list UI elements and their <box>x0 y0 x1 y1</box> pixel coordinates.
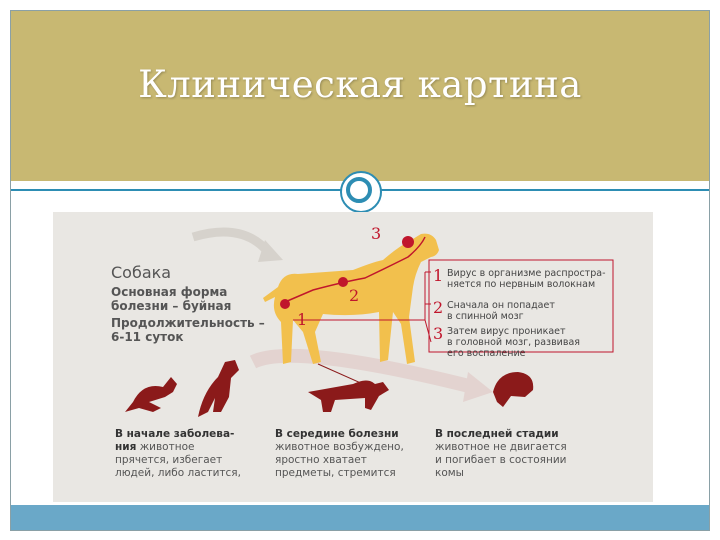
stage-1-line2: животное <box>136 441 195 453</box>
slide-header <box>11 11 709 181</box>
dog-marker-3: 3 <box>371 224 382 243</box>
stage-3-text <box>435 428 567 480</box>
stage-3-line4: комы <box>435 467 464 479</box>
stage-2-line3: яростно хватает <box>275 454 367 466</box>
marker-body <box>338 277 348 287</box>
step-2-line2: в спинной мозг <box>447 311 524 322</box>
rabies-infographic <box>53 212 653 502</box>
stage-1-text <box>115 428 241 480</box>
stage-1-line3: прячется, избегает <box>115 454 223 466</box>
stage-1-heading: В начале заболева- <box>115 428 235 440</box>
duration-line2: 6-11 суток <box>111 330 184 344</box>
duration-line1: Продолжительность – <box>111 316 265 330</box>
step-1-line2: няется по нервным волокнам <box>447 279 596 290</box>
stage-2-text <box>275 428 404 480</box>
stage-2-line2: животное возбуждено, <box>275 441 404 453</box>
stage1-dog-rearing <box>198 360 239 417</box>
stage3-dog-collapsed <box>493 372 533 407</box>
dog-marker-2: 2 <box>349 286 360 305</box>
disease-duration <box>111 316 265 344</box>
stage-3-heading: В последней стадии <box>435 428 559 440</box>
step-2-line1: Сначала он попадает <box>447 300 555 311</box>
step-3-line3: его воспаление <box>447 348 526 359</box>
stage-1-line4: людей, либо ластится, <box>115 467 241 479</box>
disease-form-line2: болезни – буйная <box>111 299 232 313</box>
dog-marker-1: 1 <box>297 310 308 329</box>
disease-form <box>111 285 231 313</box>
disease-form-line1: Основная форма <box>111 285 228 299</box>
stage-3-line3: и погибает в состоянии <box>435 454 567 466</box>
stage-1-heading-cont: ния <box>115 441 137 453</box>
progression-arrow-head <box>463 372 493 402</box>
stage2-dog-running <box>308 381 389 413</box>
step-3-line2: в головной мозг, развивая <box>447 337 580 348</box>
slide-title: Клиническая картина <box>138 63 582 106</box>
step-2-text <box>447 300 555 322</box>
step-3-text <box>447 326 580 359</box>
divider-ornament-inner <box>346 177 372 203</box>
slide-frame <box>10 10 710 531</box>
step-3-line1: Затем вирус проникает <box>447 326 566 337</box>
slide-footer <box>11 505 709 530</box>
step-2-num: 2 <box>433 298 444 317</box>
step-1-num: 1 <box>433 266 444 285</box>
step-1-line1: Вирус в организме распростра- <box>447 268 606 279</box>
step-3-num: 3 <box>433 324 444 343</box>
stage1-dog-lying <box>125 377 177 412</box>
stage-2-line4: предметы, стремится <box>275 467 396 479</box>
step-1-text <box>447 268 606 290</box>
bg-arrow-arc <box>193 232 268 252</box>
stage-3-line2: животное не двигается <box>435 441 567 453</box>
stage-2-heading: В середине болезни <box>275 428 399 440</box>
marker-spinal <box>280 299 290 309</box>
subject-label: Собака <box>111 263 172 282</box>
marker-brain <box>402 236 414 248</box>
